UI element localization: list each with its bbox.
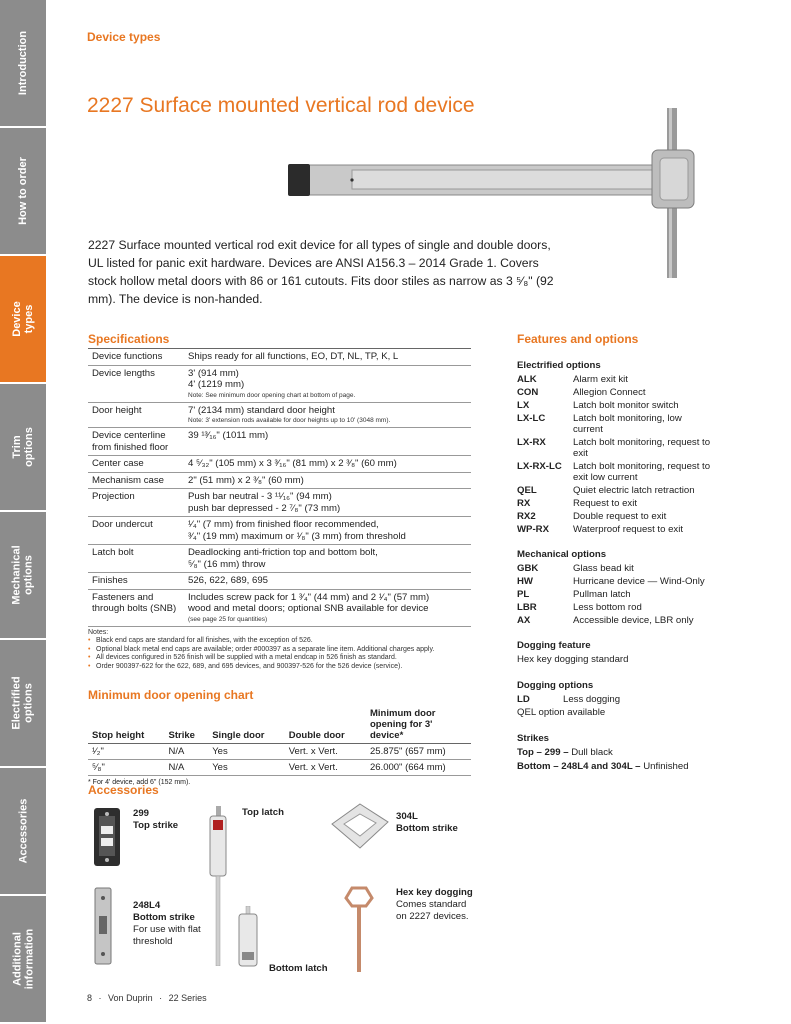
note-item: • Optional black metal end caps are available; order #000397 as a separate line item. Additional charges apply. bbox=[88, 646, 471, 654]
spec-value bbox=[184, 589, 471, 626]
option-desc: Waterproof request to exit bbox=[573, 524, 684, 535]
min-door-chart-heading: Minimum door opening chart bbox=[88, 688, 254, 702]
option-desc: Latch bolt monitoring, request to exit bbox=[573, 437, 711, 459]
accessory-hex-key bbox=[396, 887, 476, 923]
option-desc: Hurricane device — Wind-Only bbox=[573, 576, 705, 587]
dogging-options-heading: Dogging options bbox=[517, 680, 594, 691]
accessory-top-latch bbox=[242, 807, 284, 819]
strikes-heading: Strikes bbox=[517, 733, 549, 744]
option-desc: Glass bead kit bbox=[573, 563, 634, 574]
min-door-table bbox=[88, 706, 471, 776]
spec-row bbox=[88, 472, 471, 489]
note-item: • All devices configured in 526 finish will be supplied with a metal endcap in 526 finish as standard. bbox=[88, 654, 471, 662]
features-heading: Features and options bbox=[517, 332, 639, 346]
spec-key: Latch bolt bbox=[88, 545, 184, 573]
spec-row bbox=[88, 456, 471, 473]
spec-key: Finishes bbox=[88, 573, 184, 590]
page-footer: 8 · Von Duprin · 22 Series bbox=[87, 993, 207, 1003]
option-row bbox=[517, 511, 777, 522]
spec-value bbox=[184, 428, 471, 456]
spec-key: Door undercut bbox=[88, 517, 184, 545]
option-row bbox=[517, 437, 777, 459]
spec-value-line: Ships ready for all functions, EO, DT, NL, TP, K, L bbox=[188, 351, 399, 362]
page-title: 2227 Surface mounted vertical rod device bbox=[87, 94, 475, 117]
spec-note: Note: See minimum door opening chart at bottom of page. bbox=[188, 391, 356, 399]
spec-key: Device lengths bbox=[88, 365, 184, 402]
option-row bbox=[517, 498, 777, 509]
option-code: LBR bbox=[517, 602, 537, 613]
tab-trim-options[interactable] bbox=[0, 384, 46, 512]
top-latch-image bbox=[203, 806, 233, 966]
intro-paragraph: 2227 Surface mounted vertical rod exit device for all types of single and double doors, UL listed for panic exit hardware. Devices are ANSI A156.3 – 2014 Grade 1. Covers stock hollow metal doors with 86 or 161 cutouts. Fits door stiles as narrow as 3 ⁵⁄₈" (92 mm). The device is non-handed. bbox=[88, 238, 554, 306]
spec-value bbox=[184, 573, 471, 590]
accessory-name: Hex key dogging bbox=[396, 887, 473, 898]
spec-note: (see page 25 for quantities) bbox=[188, 615, 268, 623]
chart-cell: 25.875" (657 mm) bbox=[366, 744, 471, 760]
side-tab-nav bbox=[0, 0, 46, 1024]
accessory-desc: For use with flat threshold bbox=[133, 924, 201, 947]
chart-column-header: Stop height bbox=[88, 706, 165, 744]
option-desc: Quiet electric latch retraction bbox=[573, 485, 695, 496]
spec-row bbox=[88, 402, 471, 428]
spec-key: Projection bbox=[88, 489, 184, 517]
spec-note: Note: 3' extension rods available for door heights up to 10' (3048 mm). bbox=[188, 417, 391, 424]
chart-cell: Yes bbox=[208, 760, 285, 776]
note-item: • Order 900397-622 for the 622, 689, and 695 devices, and 900397-526 for the 526 device (service). bbox=[88, 663, 471, 671]
spec-key: Center case bbox=[88, 456, 184, 473]
chart-row bbox=[88, 744, 471, 760]
chart-footnote: * For 4' device, add 6" (152 mm). bbox=[88, 779, 191, 786]
dogging-options-extra: QEL option available bbox=[517, 707, 606, 718]
tab-label: Device types bbox=[11, 301, 35, 337]
accessory-name: Bottom strike bbox=[396, 823, 458, 834]
spec-row bbox=[88, 365, 471, 402]
option-desc: Latch bolt monitor switch bbox=[573, 400, 679, 411]
option-row bbox=[517, 485, 777, 496]
accessory-name: Bottom strike bbox=[133, 912, 195, 923]
option-desc: Double request to exit bbox=[573, 511, 667, 522]
spec-value-line: 2" (51 mm) x 2 ³⁄₈" (60 mm) bbox=[188, 474, 304, 486]
tab-label: Electrified options bbox=[11, 676, 35, 730]
spec-key: Fasteners and through bolts (SNB) bbox=[88, 589, 184, 626]
tab-how-to-order[interactable] bbox=[0, 128, 46, 256]
tab-label: Mechanical options bbox=[11, 545, 35, 605]
strike-top-desc: Dull black bbox=[571, 747, 613, 758]
spec-row bbox=[88, 517, 471, 545]
spec-value bbox=[184, 456, 471, 473]
option-code: PL bbox=[517, 589, 530, 600]
bottom-strike-304l-image bbox=[330, 802, 390, 852]
tab-label: How to order bbox=[17, 157, 29, 225]
spec-row bbox=[88, 589, 471, 626]
footer-brand: Von Duprin bbox=[108, 993, 153, 1003]
option-desc: Pullman latch bbox=[573, 589, 631, 600]
chart-cell: Yes bbox=[208, 744, 285, 760]
option-row bbox=[517, 563, 777, 574]
option-row bbox=[517, 374, 777, 385]
dogging-feature-text: Hex key dogging standard bbox=[517, 654, 629, 665]
section-tag: Device types bbox=[87, 30, 161, 44]
chart-column-header: Single door bbox=[208, 706, 285, 744]
spec-key: Device centerline from finished floor bbox=[88, 428, 184, 456]
chart-cell: Vert. x Vert. bbox=[285, 760, 366, 776]
option-desc: Alarm exit kit bbox=[573, 374, 628, 385]
spec-value bbox=[184, 365, 471, 402]
tab-label: Accessories bbox=[17, 798, 30, 864]
tab-device-types[interactable] bbox=[0, 256, 46, 384]
accessories-heading: Accessories bbox=[88, 783, 159, 797]
accessory-248l4 bbox=[133, 900, 203, 948]
option-code: ALK bbox=[517, 374, 537, 385]
spec-value bbox=[184, 489, 471, 517]
option-desc: Request to exit bbox=[573, 498, 637, 509]
chart-cell: ¹⁄₂" bbox=[88, 744, 165, 760]
spec-key: Device functions bbox=[88, 349, 184, 366]
spec-row bbox=[88, 489, 471, 517]
page-number: 8 bbox=[87, 993, 93, 1003]
bottom-strike-248l4-image bbox=[92, 886, 114, 966]
chart-cell: Vert. x Vert. bbox=[285, 744, 366, 760]
spec-value-line: push bar depressed - 2 ⁷⁄₈" (73 mm) bbox=[188, 502, 341, 514]
spec-value-line: Push bar neutral - 3 ¹¹⁄₁₆" (94 mm) bbox=[188, 491, 332, 502]
chart-cell: 26.000" (664 mm) bbox=[366, 760, 471, 776]
spec-value-line: ⁵⁄₈" (16 mm) throw bbox=[188, 558, 266, 570]
option-row bbox=[517, 589, 777, 600]
chart-row bbox=[88, 760, 471, 776]
option-code: LX bbox=[517, 400, 530, 411]
spec-value-line: wood and metal doors; optional SNB available for device bbox=[188, 603, 429, 614]
option-row bbox=[517, 602, 777, 613]
tab-accessories[interactable] bbox=[0, 768, 46, 896]
option-code: HW bbox=[517, 576, 533, 587]
strikes-bottom bbox=[517, 761, 777, 773]
tab-additional-information[interactable] bbox=[0, 896, 46, 1024]
chart-column-header: Double door bbox=[285, 706, 366, 744]
tab-label: Trim options bbox=[11, 427, 35, 467]
chart-column-header: Strike bbox=[165, 706, 209, 744]
option-row bbox=[517, 524, 777, 535]
spec-value-line: 4' (1219 mm) bbox=[188, 379, 245, 390]
option-code: LX-RX bbox=[517, 437, 546, 448]
option-desc: Allegion Connect bbox=[573, 387, 646, 398]
accessory-bottom-latch bbox=[269, 963, 328, 975]
spec-row bbox=[88, 545, 471, 573]
min-door-opening-chart bbox=[88, 688, 471, 786]
strike-bottom-label: Bottom – 248L4 and 304L – bbox=[517, 761, 641, 772]
spec-value bbox=[184, 517, 471, 545]
spec-row bbox=[88, 428, 471, 456]
mechanical-heading: Mechanical options bbox=[517, 549, 607, 560]
spec-value-line: 526, 622, 689, 695 bbox=[188, 575, 269, 586]
option-row bbox=[517, 615, 777, 626]
spec-row bbox=[88, 573, 471, 590]
footer-series: 22 Series bbox=[168, 993, 207, 1003]
option-code: LX-RX-LC bbox=[517, 461, 562, 472]
tab-label: Introduction bbox=[17, 30, 29, 96]
accessory-code: 248L4 bbox=[133, 900, 161, 911]
spec-value bbox=[184, 545, 471, 573]
spec-value bbox=[184, 402, 471, 428]
strikes-top bbox=[517, 747, 777, 759]
option-row bbox=[517, 461, 777, 483]
option-code: RX bbox=[517, 498, 531, 509]
tab-introduction[interactable] bbox=[0, 0, 46, 128]
strike-bottom-desc: Unfinished bbox=[643, 761, 689, 772]
accessory-code: 304L bbox=[396, 811, 418, 822]
option-desc: Accessible device, LBR only bbox=[573, 615, 694, 626]
tab-electrified-options[interactable] bbox=[0, 640, 46, 768]
tab-label: Additional information bbox=[11, 928, 35, 990]
option-code: AX bbox=[517, 615, 531, 626]
bottom-latch-image bbox=[234, 906, 264, 972]
tab-mechanical-options[interactable] bbox=[0, 512, 46, 640]
option-row bbox=[517, 400, 777, 411]
spec-value-line: ¹⁄₄" (7 mm) from finished floor recommended, bbox=[188, 519, 379, 530]
spec-key: Door height bbox=[88, 402, 184, 428]
option-row bbox=[517, 387, 777, 398]
hex-key-image bbox=[338, 884, 382, 974]
option-desc: Latch bolt monitoring, request to exit low current bbox=[573, 461, 711, 483]
option-code: GBK bbox=[517, 563, 539, 574]
spec-row bbox=[88, 349, 471, 366]
chart-cell: N/A bbox=[165, 744, 209, 760]
option-code: QEL bbox=[517, 485, 537, 496]
option-row bbox=[517, 576, 777, 587]
electrified-heading: Electrified options bbox=[517, 360, 601, 371]
spec-value-line: 39 ¹³⁄₁₆" (1011 mm) bbox=[188, 430, 269, 441]
spec-value bbox=[184, 472, 471, 489]
option-code: LX-LC bbox=[517, 413, 546, 424]
accessory-name: Top strike bbox=[133, 820, 179, 831]
note-item: • Black end caps are standard for all finishes, with the exception of 526. bbox=[88, 637, 471, 645]
accessory-name: Bottom latch bbox=[269, 963, 328, 974]
spec-value-line: 4 ⁵⁄₃₂" (105 mm) x 3 ³⁄₁₆" (81 mm) x 2 ³⁄₈" (60 mm) bbox=[188, 458, 397, 469]
dogging-feature-heading: Dogging feature bbox=[517, 640, 591, 651]
features-and-options bbox=[517, 332, 777, 775]
spec-value-line: 7' (2134 mm) standard door height bbox=[188, 404, 335, 416]
spec-value-line: 3' (914 mm) bbox=[188, 367, 239, 379]
accessory-304l bbox=[396, 811, 458, 835]
option-row bbox=[517, 413, 777, 435]
accessory-code: 299 bbox=[133, 808, 150, 819]
dogging-option-row bbox=[517, 694, 777, 705]
strike-top-label: Top – 299 – bbox=[517, 747, 569, 758]
specifications-heading: Specifications bbox=[88, 332, 170, 346]
spec-value-line: Deadlocking anti-friction top and bottom bolt, bbox=[188, 547, 378, 558]
spec-key: Mechanism case bbox=[88, 472, 184, 489]
accessory-name: Top latch bbox=[242, 807, 284, 818]
accessory-top-strike bbox=[133, 808, 178, 832]
chart-column-header: Minimum door opening for 3' device* bbox=[366, 706, 471, 744]
spec-table bbox=[88, 348, 471, 627]
specifications bbox=[88, 332, 471, 627]
spec-value bbox=[184, 349, 471, 366]
chart-cell: N/A bbox=[165, 760, 209, 776]
option-desc: Less bottom rod bbox=[573, 602, 642, 613]
option-code: WP-RX bbox=[517, 524, 549, 535]
spec-value-line: ³⁄₄" (19 mm) maximum or ¹⁄₈" (3 mm) from threshold bbox=[188, 530, 406, 542]
option-desc: Latch bolt monitoring, low current bbox=[573, 413, 682, 435]
chart-cell: ⁵⁄₈" bbox=[88, 760, 165, 776]
option-code: RX2 bbox=[517, 511, 536, 522]
notes-heading: Notes: bbox=[88, 629, 109, 636]
accessory-desc: Comes standard on 2227 devices. bbox=[396, 899, 469, 922]
option-code: LD bbox=[517, 694, 530, 705]
spec-value-line: Includes screw pack for 1 ³⁄₄" (44 mm) and 2 ¹⁄₄" (57 mm) bbox=[188, 591, 430, 603]
top-strike-image bbox=[90, 806, 124, 868]
option-desc: Less dogging bbox=[563, 694, 621, 705]
notes bbox=[88, 629, 471, 671]
option-code: CON bbox=[517, 387, 539, 398]
